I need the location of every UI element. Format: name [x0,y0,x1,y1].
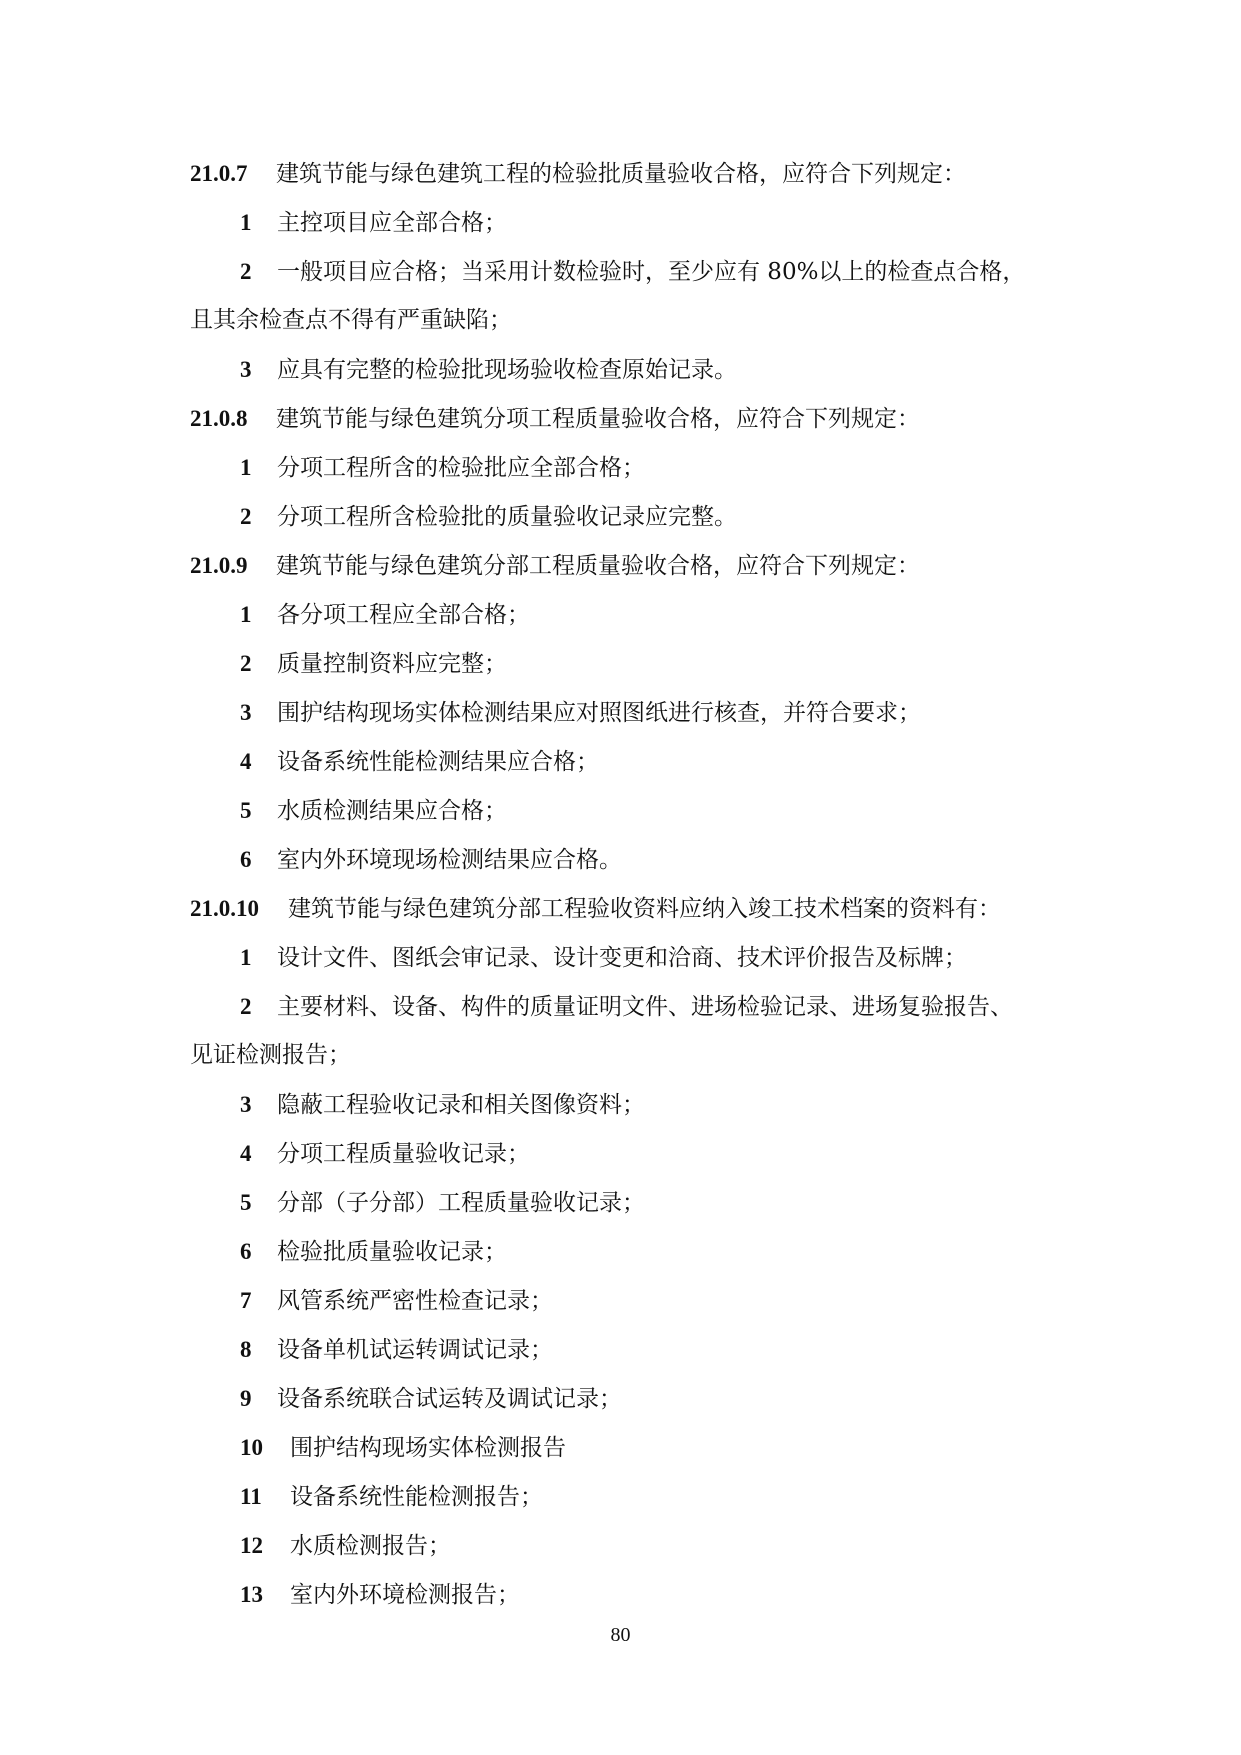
item-text: 检验批质量验收记录； [277,1239,507,1265]
list-item [190,1570,1060,1619]
item-number: 4 [240,1141,252,1166]
list-item [190,1423,1060,1472]
clause-21-0-9 [190,541,1060,590]
item-text: 室内外环境检测报告； [290,1582,520,1608]
item-text: 设备系统联合试运转及调试记录； [277,1386,622,1412]
item-text: 围护结构现场实体检测报告 [290,1435,566,1461]
item-number: 8 [240,1337,252,1362]
item-number: 7 [240,1288,252,1313]
clause-text: 建筑节能与绿色建筑分部工程质量验收合格，应符合下列规定： [276,553,920,579]
item-text: 设计文件、图纸会审记录、设计变更和洽商、技术评价报告及标牌； [277,945,967,971]
item-text: 隐蔽工程验收记录和相关图像资料； [277,1092,645,1118]
item-number: 1 [240,210,252,235]
clause-number: 21.0.10 [190,896,259,921]
list-item-continuation [190,296,1060,345]
item-number: 3 [240,1092,252,1117]
item-text: 分项工程质量验收记录； [277,1141,530,1167]
item-number: 12 [240,1533,263,1558]
item-text: 一般项目应合格；当采用计数检验时，至少应有 80%以上的检查点合格， [277,259,1026,285]
clause-text: 建筑节能与绿色建筑分部工程验收资料应纳入竣工技术档案的资料有： [288,896,1001,922]
clause-number: 21.0.9 [190,553,248,578]
page-number: 80 [610,1624,631,1646]
clause-text: 建筑节能与绿色建筑分项工程质量验收合格，应符合下列规定： [276,406,920,432]
list-item [190,1374,1060,1423]
item-number: 5 [240,798,252,823]
clause-21-0-10 [190,884,1060,933]
item-number: 1 [240,945,252,970]
list-item [190,1276,1060,1325]
list-item [190,1129,1060,1178]
item-number: 1 [240,455,252,480]
item-text: 设备系统性能检测结果应合格； [277,749,599,775]
list-item [190,590,1060,639]
item-text: 水质检测结果应合格； [277,798,507,824]
item-number: 6 [240,847,252,872]
item-number: 9 [240,1386,252,1411]
item-number: 10 [240,1435,263,1460]
list-item [190,492,1060,541]
clause-number: 21.0.7 [190,161,248,186]
item-text: 各分项工程应全部合格； [277,602,530,628]
document-body [190,149,1060,1619]
item-text: 分项工程所含检验批的质量验收记录应完整。 [277,504,737,530]
item-number: 6 [240,1239,252,1264]
list-item [190,639,1060,688]
list-item [190,1178,1060,1227]
list-item [190,198,1060,247]
item-text: 风管系统严密性检查记录； [277,1288,553,1314]
clause-number: 21.0.8 [190,406,248,431]
item-number: 1 [240,602,252,627]
item-text: 室内外环境现场检测结果应合格。 [277,847,622,873]
list-item [190,345,1060,394]
item-continuation-text: 且其余检查点不得有严重缺陷； [190,307,512,333]
item-number: 2 [240,504,252,529]
item-number: 2 [240,994,252,1019]
list-item [190,1521,1060,1570]
list-item [190,1325,1060,1374]
item-continuation-text: 见证检测报告； [190,1042,351,1068]
list-item [190,786,1060,835]
item-number: 11 [240,1484,262,1509]
item-text: 质量控制资料应完整； [277,651,507,677]
list-item [190,443,1060,492]
list-item [190,1227,1060,1276]
item-text: 分部（子分部）工程质量验收记录； [277,1190,645,1216]
item-text: 设备单机试运转调试记录； [277,1337,553,1363]
item-number: 2 [240,259,252,284]
list-item [190,982,1060,1031]
list-item [190,247,1060,296]
list-item [190,835,1060,884]
item-text: 分项工程所含的检验批应全部合格； [277,455,645,481]
item-text: 主要材料、设备、构件的质量证明文件、进场检验记录、进场复验报告、 [277,994,1013,1020]
item-number: 13 [240,1582,263,1607]
item-number: 5 [240,1190,252,1215]
list-item [190,1472,1060,1521]
list-item-continuation [190,1031,1060,1080]
list-item [190,688,1060,737]
item-number: 3 [240,357,252,382]
item-number: 3 [240,700,252,725]
item-text: 水质检测报告； [290,1533,451,1559]
clause-21-0-7 [190,149,1060,198]
item-text: 应具有完整的检验批现场验收检查原始记录。 [277,357,737,383]
item-number: 2 [240,651,252,676]
item-text: 设备系统性能检测报告； [290,1484,543,1510]
clause-21-0-8 [190,394,1060,443]
item-text: 主控项目应全部合格； [277,210,507,236]
list-item [190,933,1060,982]
item-number: 4 [240,749,252,774]
list-item [190,1080,1060,1129]
clause-text: 建筑节能与绿色建筑工程的检验批质量验收合格，应符合下列规定： [276,161,966,187]
list-item [190,737,1060,786]
item-text: 围护结构现场实体检测结果应对照图纸进行核查，并符合要求； [277,700,921,726]
